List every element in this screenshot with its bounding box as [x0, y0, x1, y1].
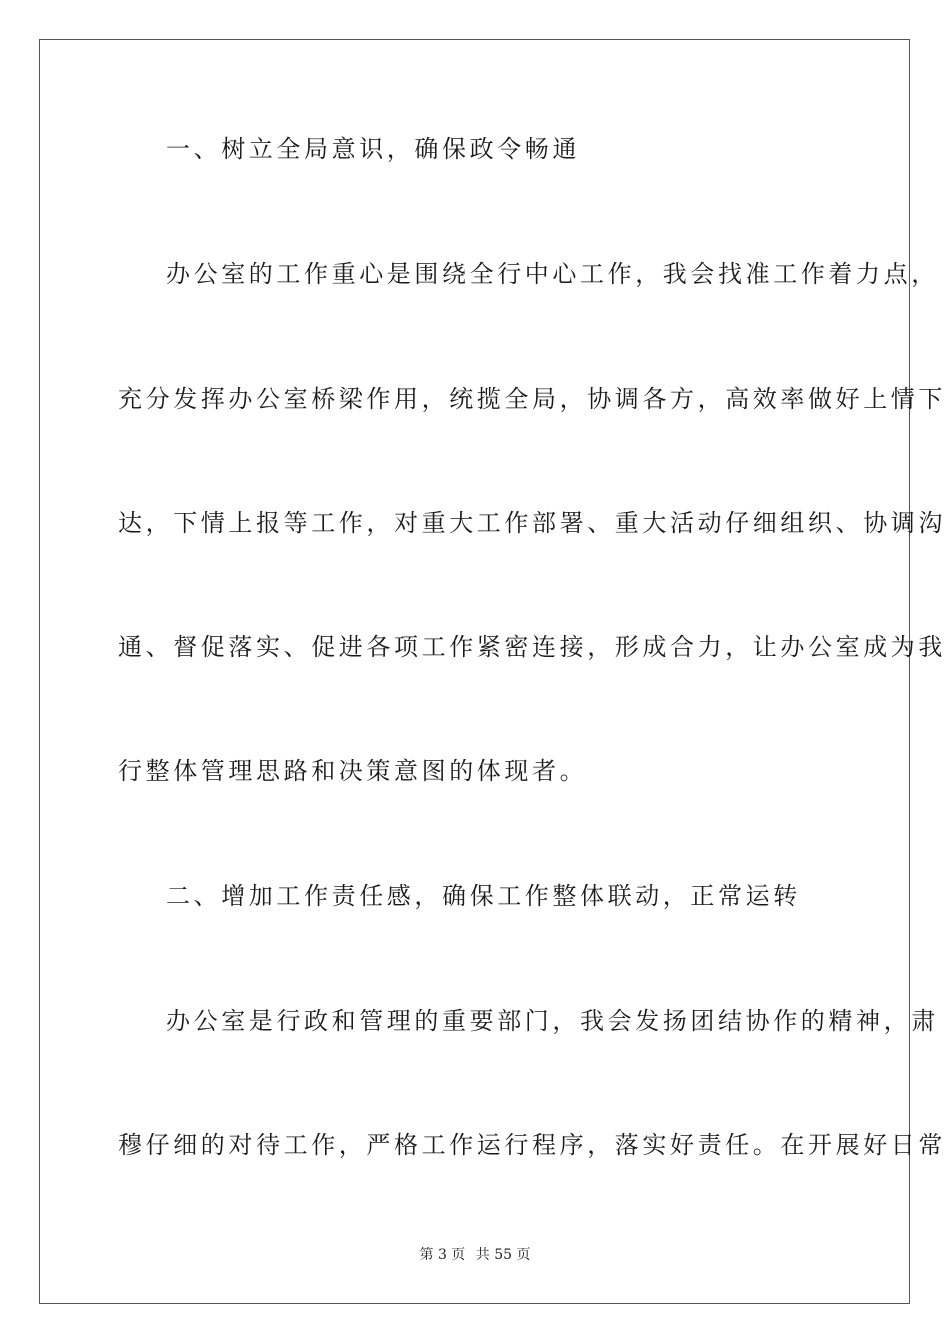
page-total: 共 55 页: [475, 1247, 531, 1263]
page-border: [39, 39, 910, 1304]
section-heading-1: 一、树立全局意识，确保政令畅通: [166, 135, 580, 163]
paragraph-line: 达，下情上报等工作，对重大工作部署、重大活动仔细组织、协调沟: [118, 509, 946, 537]
paragraph-line: 穆仔细的对待工作，严格工作运行程序，落实好责任。在开展好日常: [118, 1131, 946, 1159]
paragraph-line: 行整体管理思路和决策意图的体现者。: [118, 757, 588, 785]
page-number: 第 3 页: [419, 1247, 466, 1263]
paragraph-line: 办公室的工作重心是围绕全行中心工作，我会找准工作着力点，: [166, 260, 939, 288]
section-heading-2: 二、增加工作责任感，确保工作整体联动，正常运转: [166, 882, 801, 910]
paragraph-line: 通、督促落实、促进各项工作紧密连接，形成合力，让办公室成为我: [118, 633, 946, 661]
paragraph-line: 办公室是行政和管理的重要部门，我会发扬团结协作的精神，肃: [166, 1007, 939, 1035]
page-footer: [0, 1245, 950, 1265]
paragraph-line: 充分发挥办公室桥梁作用，统揽全局，协调各方，高效率做好上情下: [118, 385, 946, 413]
